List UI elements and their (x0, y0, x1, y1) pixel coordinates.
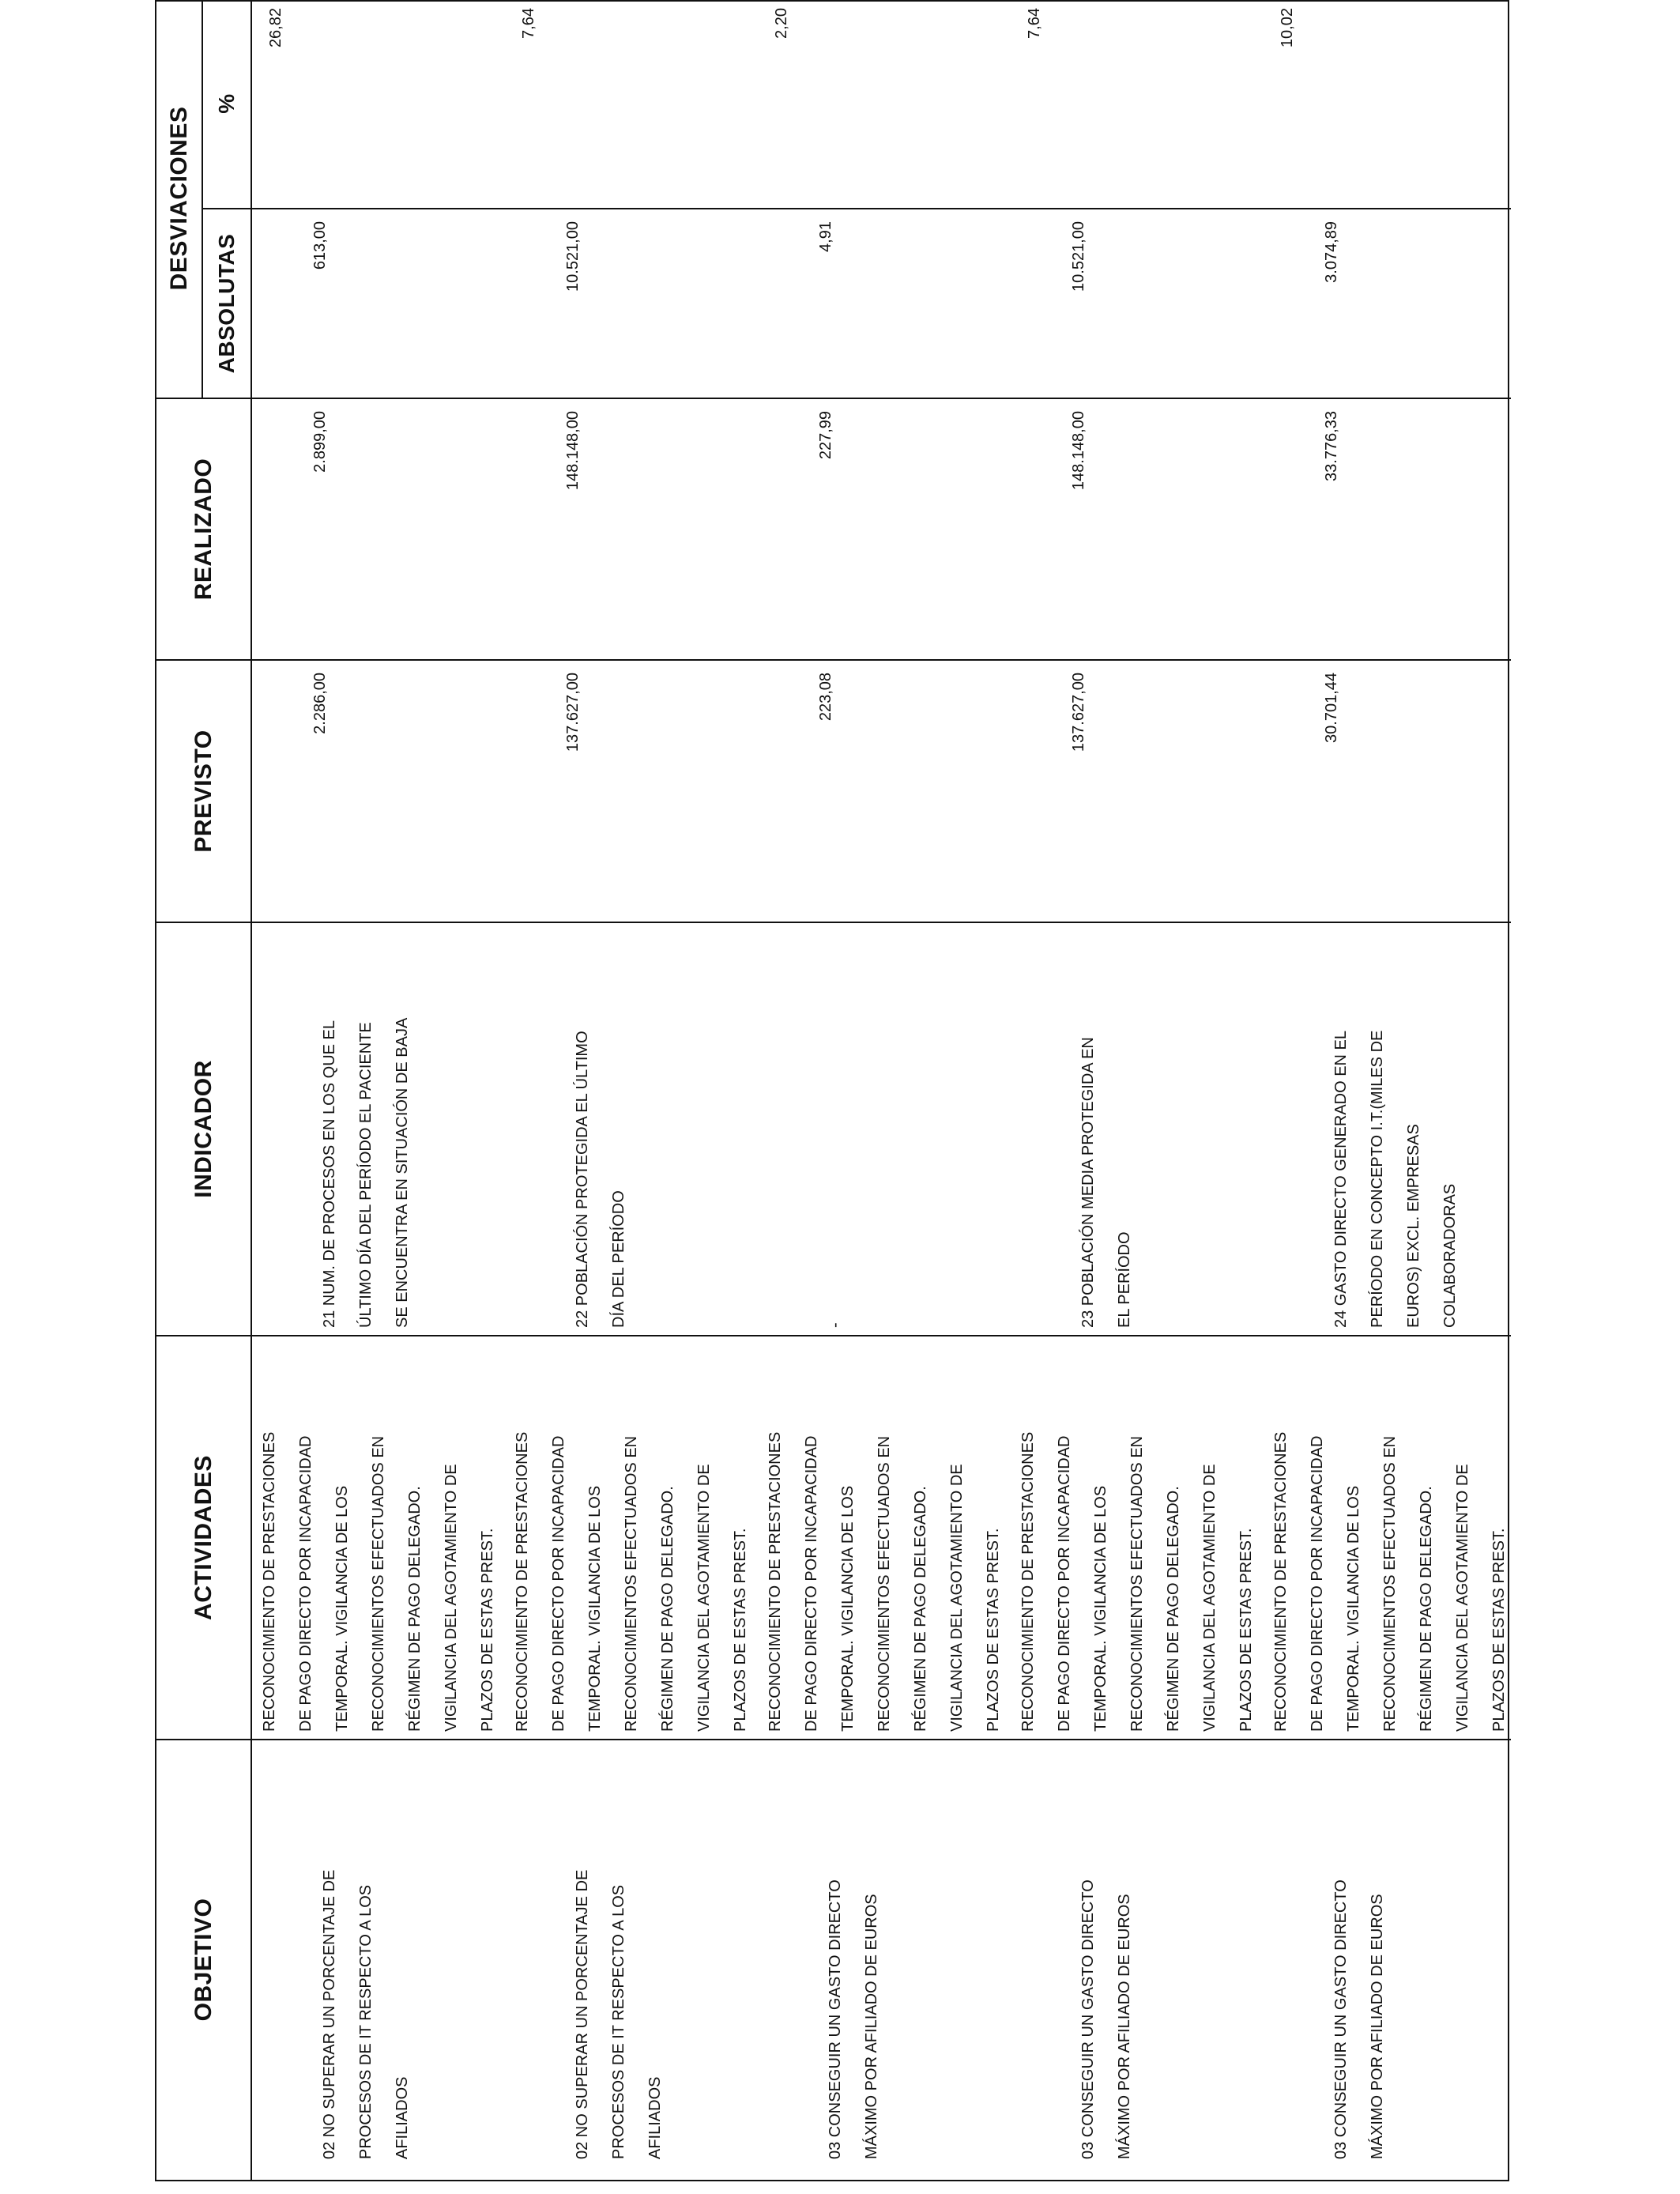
actividades-cell-line: PLAZOS DE ESTAS PREST. (732, 1528, 749, 1732)
indicador-cell-line: 23 POBLACIÓN MEDIA PROTEGIDA EN (1079, 1037, 1097, 1328)
indicador-cell-line: COLABORADORAS (1441, 1183, 1459, 1328)
header-indicador: INDICADOR (190, 1060, 217, 1198)
actividades-cell-line: VIGILANCIA DEL AGOTAMIENTO DE (1201, 1464, 1219, 1732)
indicador-cell (1323, 929, 1468, 1328)
absolutas-value: 613,00 (311, 221, 329, 270)
objetivo-cell (564, 1748, 673, 2159)
indicador-cell-line: PERÍODO EN CONCEPTO I.T.(MILES DE (1369, 1030, 1386, 1328)
actividades-cell-line: RÉGIMEN DE PAGO DELEGADO. (1418, 1486, 1435, 1732)
indicador-cell-line: DÍA DEL PERÍODO (610, 1190, 627, 1328)
porcentaje-value: 10,02 (1279, 8, 1296, 48)
actividades-cell-line: RÉGIMEN DE PAGO DELEGADO. (406, 1486, 424, 1732)
actividades-cell-line: RECONOCIMIENTO DE PRESTACIONES (261, 1431, 278, 1732)
actividades-cell-line: DE PAGO DIRECTO POR INCAPACIDAD (297, 1435, 315, 1732)
actividades-cell (757, 1340, 1011, 1732)
col-line-6 (202, 208, 1511, 209)
previsto-value: 137.627,00 (1070, 673, 1087, 752)
desviaciones-divider (202, 0, 203, 398)
absolutas-value: 10.521,00 (1070, 221, 1087, 292)
objetivo-cell-line: MÁXIMO POR AFILIADO DE EUROS (863, 1894, 880, 2159)
absolutas-value: 3.074,89 (1323, 221, 1340, 283)
indicador-cell (311, 929, 420, 1328)
indicador-cell-line: ÚLTIMO DÍA DEL PERÍODO EL PACIENTE (357, 1022, 375, 1328)
indicador-cell-line: 22 POBLACIÓN PROTEGIDA EL ÚLTIMO (574, 1031, 591, 1328)
realizado-value: 33.776,33 (1323, 411, 1340, 481)
header-divider (250, 0, 252, 2180)
objetivo-cell (817, 1748, 890, 2159)
indicador-cell-line: 21 NUM. DE PROCESOS EN LOS QUE EL (321, 1020, 338, 1328)
actividades-cell-line: TEMPORAL. VIGILANCIA DE LOS (333, 1485, 351, 1732)
indicador-cell (564, 929, 637, 1328)
actividades-cell-line: DE PAGO DIRECTO POR INCAPACIDAD (1056, 1435, 1073, 1732)
actividades-cell-line: PLAZOS DE ESTAS PREST. (1490, 1528, 1508, 1732)
realizado-value: 227,99 (817, 411, 834, 460)
actividades-cell-line: RECONOCIMIENTO DE PRESTACIONES (767, 1431, 784, 1732)
actividades-cell-line: RÉGIMEN DE PAGO DELEGADO. (1165, 1486, 1182, 1732)
actividades-cell-line: PLAZOS DE ESTAS PREST. (985, 1528, 1002, 1732)
objetivo-cell-line: MÁXIMO POR AFILIADO DE EUROS (1116, 1894, 1133, 2159)
previsto-value: 137.627,00 (564, 673, 582, 752)
header-actividades: ACTIVIDADES (190, 1455, 217, 1620)
objetivo-cell-line: PROCESOS DE IT RESPECTO A LOS (610, 1884, 627, 2159)
actividades-cell-line: RECONOCIMIENTOS EFECTUADOS EN (370, 1435, 387, 1732)
actividades-cell-line: RECONOCIMIENTO DE PRESTACIONES (514, 1431, 531, 1732)
actividades-cell-line: TEMPORAL. VIGILANCIA DE LOS (839, 1485, 857, 1732)
actividades-cell-line: RECONOCIMIENTOS EFECTUADOS EN (623, 1435, 640, 1732)
actividades-cell-line: RECONOCIMIENTOS EFECTUADOS EN (1381, 1435, 1399, 1732)
objetivo-cell-line: 03 CONSEGUIR UN GASTO DIRECTO (1079, 1879, 1097, 2159)
objetivo-cell (1323, 1748, 1396, 2159)
realizado-value: 148.148,00 (1070, 411, 1087, 491)
actividades-cell-line: DE PAGO DIRECTO POR INCAPACIDAD (803, 1435, 820, 1732)
header-objetivo: OBJETIVO (190, 1898, 217, 2022)
col-line-1 (156, 1739, 1511, 1740)
actividades-cell-line: RÉGIMEN DE PAGO DELEGADO. (912, 1486, 929, 1732)
objetivo-cell-line: 03 CONSEGUIR UN GASTO DIRECTO (1332, 1879, 1350, 2159)
header-previsto: PREVISTO (190, 729, 217, 853)
indicador-cell-line: EUROS) EXCL. EMPRESAS (1405, 1124, 1422, 1328)
actividades-cell-line: VIGILANCIA DEL AGOTAMIENTO DE (443, 1464, 460, 1732)
actividades-cell-line: TEMPORAL. VIGILANCIA DE LOS (586, 1485, 604, 1732)
objetivo-cell-line: 03 CONSEGUIR UN GASTO DIRECTO (827, 1879, 844, 2159)
previsto-value: 2.286,00 (311, 673, 329, 734)
actividades-cell-line: TEMPORAL. VIGILANCIA DE LOS (1092, 1485, 1109, 1732)
actividades-cell (504, 1340, 759, 1732)
objectives-table (155, 0, 1509, 2181)
header-absolutas: ABSOLUTAS (214, 233, 239, 374)
objetivo-cell-line: MÁXIMO POR AFILIADO DE EUROS (1369, 1894, 1386, 2159)
indicador-cell (1070, 929, 1143, 1328)
actividades-cell-line: DE PAGO DIRECTO POR INCAPACIDAD (1309, 1435, 1326, 1732)
actividades-cell-line: VIGILANCIA DEL AGOTAMIENTO DE (1454, 1464, 1471, 1732)
actividades-cell-line: TEMPORAL. VIGILANCIA DE LOS (1345, 1485, 1362, 1732)
actividades-cell-line: RECONOCIMIENTO DE PRESTACIONES (1272, 1431, 1290, 1732)
absolutas-value: 10.521,00 (564, 221, 582, 292)
porcentaje-value: 2,20 (773, 8, 790, 39)
header-realizado: REALIZADO (190, 458, 217, 601)
header-porcentaje: % (214, 93, 239, 114)
previsto-value: 223,08 (817, 673, 834, 722)
objetivo-cell-line: AFILIADOS (646, 2076, 664, 2159)
porcentaje-value: 7,64 (1026, 8, 1043, 39)
indicador-cell (817, 929, 853, 1328)
objetivo-cell (1070, 1748, 1143, 2159)
indicador-cell-line: 24 GASTO DIRECTO GENERADO EN EL (1332, 1030, 1350, 1328)
previsto-value: 30.701,44 (1323, 673, 1340, 743)
actividades-cell-line: RECONOCIMIENTO DE PRESTACIONES (1019, 1431, 1037, 1732)
actividades-cell-line: DE PAGO DIRECTO POR INCAPACIDAD (550, 1435, 567, 1732)
indicador-cell-line: - (827, 1322, 844, 1328)
realizado-value: 2.899,00 (311, 411, 329, 473)
objetivo-cell (311, 1748, 420, 2159)
actividades-cell-line: RECONOCIMIENTOS EFECTUADOS EN (1128, 1435, 1146, 1732)
col-line-3 (156, 922, 1511, 923)
actividades-cell-line: PLAZOS DE ESTAS PREST. (479, 1528, 496, 1732)
actividades-cell (1263, 1340, 1517, 1732)
actividades-cell-line: VIGILANCIA DEL AGOTAMIENTO DE (695, 1464, 713, 1732)
actividades-cell-line: VIGILANCIA DEL AGOTAMIENTO DE (948, 1464, 966, 1732)
indicador-cell-line: EL PERÍODO (1116, 1231, 1133, 1328)
actividades-cell-line: RECONOCIMIENTOS EFECTUADOS EN (876, 1435, 893, 1732)
actividades-cell (251, 1340, 506, 1732)
objetivo-cell-line: AFILIADOS (394, 2076, 411, 2159)
actividades-cell-line: PLAZOS DE ESTAS PREST. (1237, 1528, 1255, 1732)
objetivo-cell-line: PROCESOS DE IT RESPECTO A LOS (357, 1884, 375, 2159)
objetivo-cell-line: 02 NO SUPERAR UN PORCENTAJE DE (574, 1869, 591, 2159)
porcentaje-value: 7,64 (520, 8, 537, 39)
actividades-cell (1010, 1340, 1264, 1732)
col-line-2 (156, 1335, 1511, 1336)
header-desviaciones: DESVIACIONES (166, 106, 192, 291)
absolutas-value: 4,91 (817, 221, 834, 252)
realizado-value: 148.148,00 (564, 411, 582, 491)
col-line-4 (156, 659, 1511, 661)
objetivo-cell-line: 02 NO SUPERAR UN PORCENTAJE DE (321, 1869, 338, 2159)
actividades-cell-line: RÉGIMEN DE PAGO DELEGADO. (659, 1486, 676, 1732)
porcentaje-value: 26,82 (267, 8, 284, 48)
indicador-cell-line: SE ENCUENTRA EN SITUACIÓN DE BAJA (394, 1017, 411, 1328)
